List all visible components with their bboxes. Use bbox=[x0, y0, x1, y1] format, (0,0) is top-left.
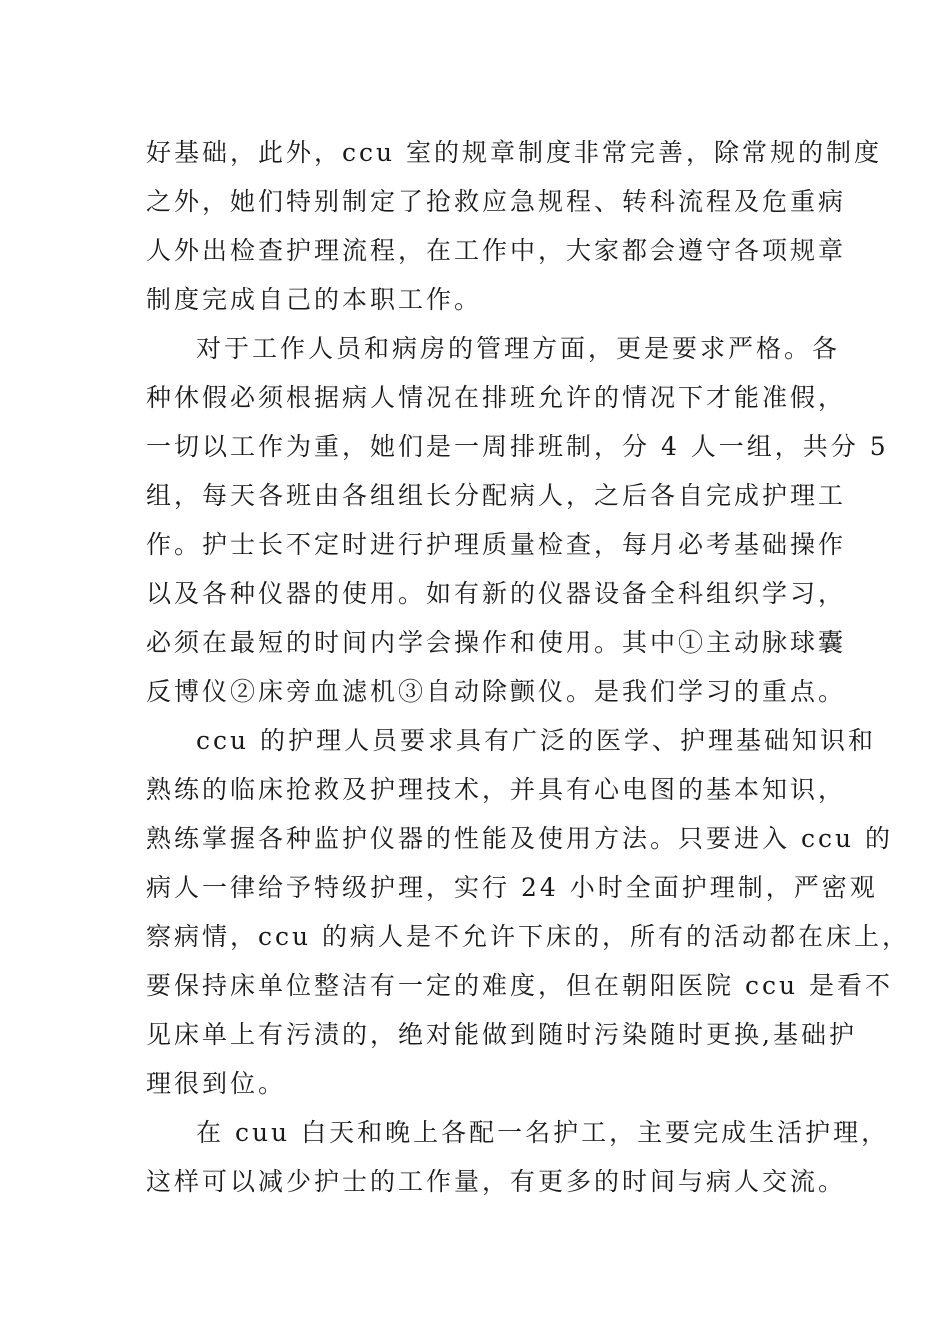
text-line: 见床单上有污渍的，绝对能做到随时污染随时更换,基础护 bbox=[146, 1020, 857, 1049]
text-line: 必须在最短的时间内学会操作和使用。其中①主动脉球囊 bbox=[146, 628, 847, 657]
text-line: 这样可以减少护士的工作量，有更多的时间与病人交流。 bbox=[146, 1167, 847, 1196]
text-line: 组，每天各班由各组组长分配病人，之后各自完成护理工 bbox=[146, 481, 847, 510]
document-body bbox=[146, 128, 911, 1206]
text-line: 要保持床单位整洁有一定的难度，但在朝阳医院 ccu 是看不 bbox=[146, 971, 893, 1000]
text-line: 对于工作人员和病房的管理方面，更是要求严格。各 bbox=[196, 334, 841, 363]
text-line: 一切以工作为重，她们是一周排班制，分 4 人一组，共分 5 bbox=[146, 432, 889, 461]
text-line: 熟练掌握各种监护仪器的性能及使用方法。只要进入 ccu 的 bbox=[146, 824, 893, 853]
text-line: 理很到位。 bbox=[146, 1069, 287, 1098]
text-line: 察病情，ccu 的病人是不允许下床的，所有的活动都在床上， bbox=[146, 922, 911, 951]
text-line: 以及各种仪器的使用。如有新的仪器设备全科组织学习， bbox=[146, 579, 847, 608]
text-line: 病人一律给予特级护理，实行 24 小时全面护理制，严密观 bbox=[146, 873, 878, 902]
paragraph-3 bbox=[146, 716, 911, 1108]
text-line: 之外，她们特别制定了抢救应急规程、转科流程及危重病 bbox=[146, 187, 847, 216]
text-line: 种休假必须根据病人情况在排班允许的情况下才能准假， bbox=[146, 383, 847, 412]
paragraph-4 bbox=[146, 1108, 890, 1206]
text-line: 人外出检查护理流程，在工作中，大家都会遵守各项规章 bbox=[146, 236, 847, 265]
paragraph-1 bbox=[146, 128, 883, 324]
text-line: 熟练的临床抢救及护理技术，并具有心电图的基本知识， bbox=[146, 775, 847, 804]
text-line: 好基础，此外，ccu 室的规章制度非常完善，除常规的制度 bbox=[146, 138, 883, 167]
text-line: 在 cuu 白天和晚上各配一名护工，主要完成生活护理， bbox=[196, 1118, 890, 1147]
text-line: 作。护士长不定时进行护理质量检查，每月必考基础操作 bbox=[146, 530, 847, 559]
text-line: 反博仪②床旁血滤机③自动除颤仪。是我们学习的重点。 bbox=[146, 677, 847, 706]
text-line: 制度完成自己的本职工作。 bbox=[146, 285, 483, 314]
paragraph-2 bbox=[146, 324, 889, 716]
text-line: ccu 的护理人员要求具有广泛的医学、护理基础知识和 bbox=[196, 726, 877, 755]
